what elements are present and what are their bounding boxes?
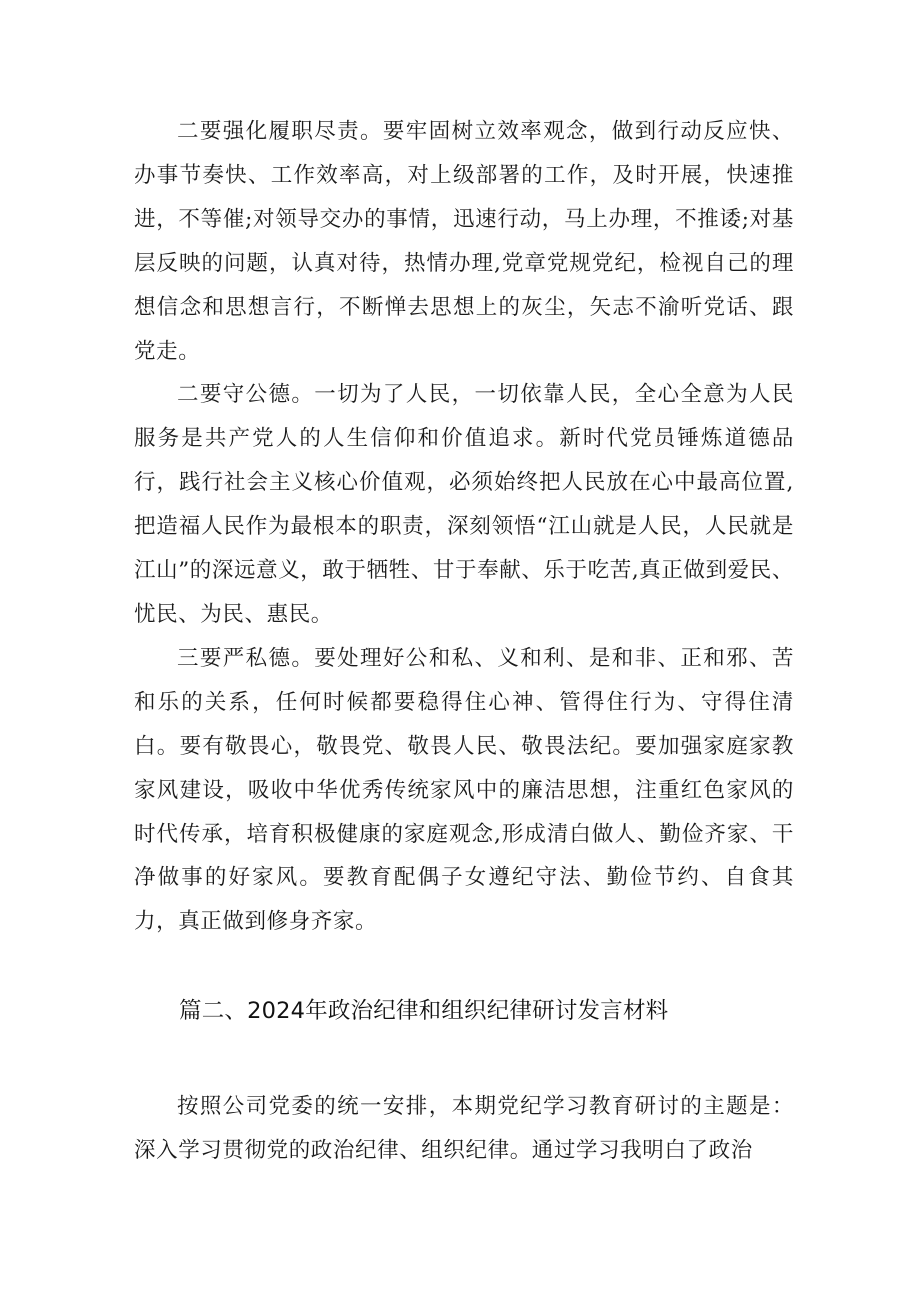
paragraph-duty: 二要强化履职尽责。要牢固树立效率观念，做到行动反应快、办事节奏快、工作效率高，对上级部署的工作，及时开展，快速推进，不等催;对领导交办的事情，迅速行动，马上办理，不推诿;对基层反映的问题，认真对待，热情办理,党章党规党纪，检视自己的理想信念和思想言行，不断惮去思想上的灰尘，矢志不渝听党话、跟党走。 <box>134 119 794 364</box>
paragraph-intro: 按照公司党委的统一安排，本期党纪学习教育研讨的主题是：深入学习贯彻党的政治纪律、组织纪律。通过学习我明白了政治 <box>134 1094 794 1164</box>
paragraph-public-morality: 二要守公德。一切为了人民，一切依靠人民，全心全意为人民服务是共产党人的人生信仰和价值追求。新时代党员锤炼道德品行，践行社会主义核心价值观，必须始终把人民放在心中最高位置,把造福人民作为最根本的职责，深刻领悟“江山就是人民，人民就是江山”的深远意义，敢于牺牲、甘于奉献、乐于吃苦,真正做到爱民、忧民、为民、惠民。 <box>134 382 794 627</box>
paragraph-private-morality: 三要严私德。要处理好公和私、义和利、是和非、正和邪、苦和乐的关系，任何时候都要稳得住心神、管得住行为、守得住清白。要有敬畏心，敬畏党、敬畏人民、敬畏法纪。要加强家庭家教家风建设，吸收中华优秀传统家风中的廉洁思想，注重红色家风的时代传承，培育积极健康的家庭观念,形成清白做人、勤俭齐家、干净做事的好家风。要教育配偶子女遵纪守法、勤俭节约、自食其力，真正做到修身齐家。 <box>134 645 794 935</box>
section-heading: 篇二、2024年政治纪律和组织纪律研讨发言材料 <box>179 998 669 1025</box>
document-body <box>134 110 794 1173</box>
